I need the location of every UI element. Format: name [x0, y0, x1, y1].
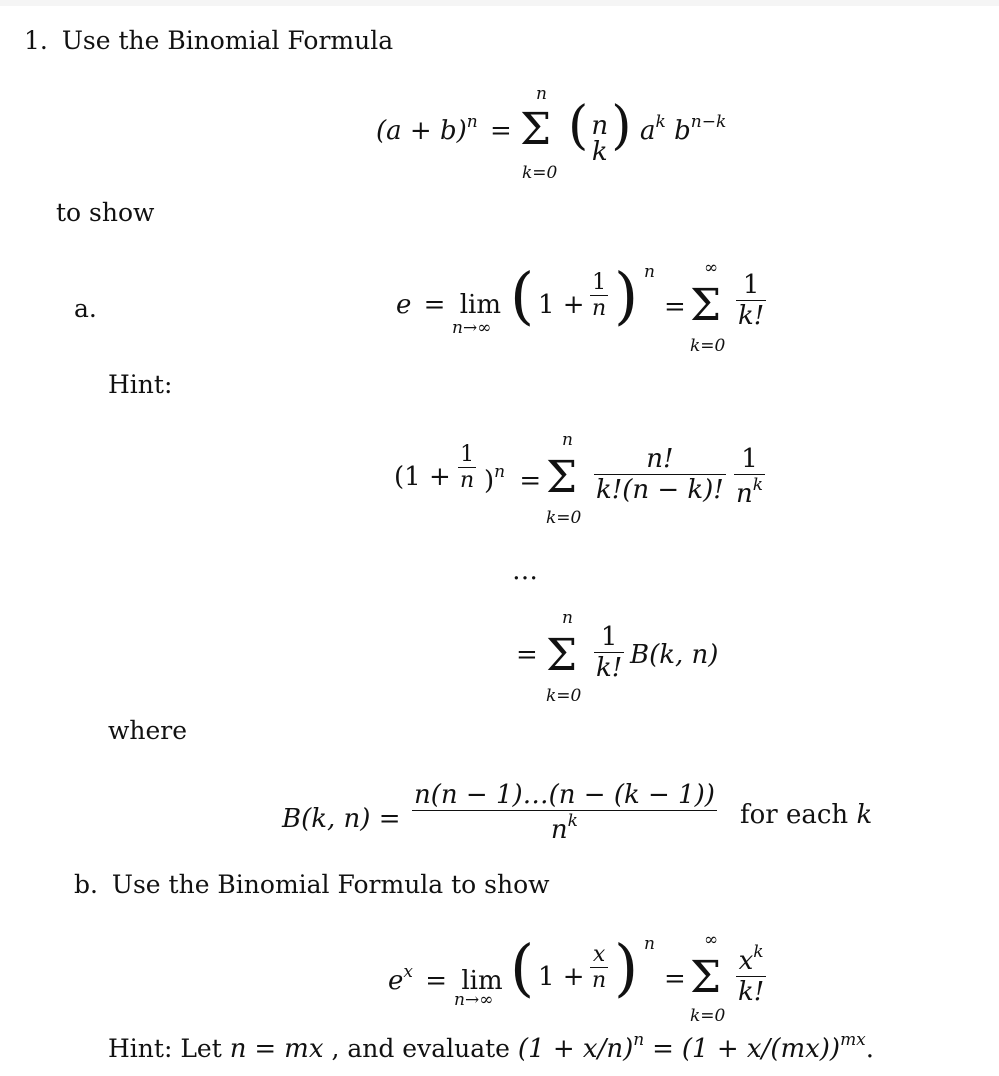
B-den: n — [550, 815, 568, 845]
part-b-series-den: k! — [738, 977, 765, 1007]
term-b-exponent: n−k — [690, 112, 727, 132]
where-text: where — [108, 716, 188, 745]
binomial-bottom: k — [591, 136, 608, 167]
second-frac-num: 1 — [600, 622, 618, 652]
lim-word: lim — [459, 290, 502, 320]
hint-sigma-symbol: Σ — [546, 452, 578, 503]
top-cropped-heading-band — [0, 0, 999, 6]
limit-fraction-stack — [590, 270, 608, 321]
part-b-header — [74, 870, 550, 899]
hint-equals: = — [519, 466, 542, 496]
series-equals: = — [664, 292, 686, 322]
part-b-right-paren: ) — [614, 931, 639, 1004]
part-a-label: a. — [74, 294, 97, 323]
hint-f2-den-exponent: k — [752, 475, 764, 495]
hint-f2-num: 1 — [741, 444, 758, 474]
term-a: a — [640, 116, 656, 146]
part-b-lim: lim — [461, 966, 503, 996]
part-b-fraction-stack — [590, 942, 608, 993]
limit-exponent: n — [644, 262, 655, 282]
part-b-hint-expr2-wrap — [681, 1030, 866, 1064]
hint-f2-den-wrap — [734, 474, 765, 509]
hint-fraction-1-stack — [594, 444, 726, 505]
part-b-hint-mx: mx — [284, 1034, 324, 1064]
hint-sum-lower: k=0 — [546, 508, 582, 528]
problem-intro: Use the Binomial Formula — [61, 26, 394, 55]
binomial-terms — [640, 112, 726, 146]
binomial-lhs-base: (a + b) — [376, 116, 467, 146]
second-sum-upper: n — [562, 608, 573, 628]
limit-frac-num: 1 — [592, 270, 607, 295]
series-lower: k=0 — [690, 336, 726, 356]
part-b-left-paren-wrap — [510, 931, 535, 1004]
part-b-sigma-symbol: Σ — [690, 952, 722, 1003]
part-b-exponent: n — [644, 934, 655, 954]
binomial-left-paren: ( — [568, 96, 589, 156]
part-b-right-paren-wrap — [614, 931, 639, 1004]
part-b-hint-expr2-exponent: mx — [840, 1030, 866, 1050]
binomial-lhs — [376, 112, 512, 146]
B-den-exponent: k — [567, 811, 578, 831]
series-upper-infinity: ∞ — [704, 258, 719, 278]
part-b-hint-n: n — [229, 1034, 247, 1064]
part-b-hint-expr2: (1 + x/(mx)) — [681, 1034, 841, 1064]
binomial-coefficient — [568, 96, 632, 167]
hint-lhs-frac-num: 1 — [460, 442, 475, 467]
term-a-exponent: k — [655, 112, 666, 132]
part-b-hint-expr1: (1 + x/n) — [517, 1034, 634, 1064]
second-frac-den: k! — [596, 653, 623, 683]
for-each-k: k — [856, 800, 873, 830]
part-b-series-num: x — [738, 946, 754, 976]
part-b-left-paren: ( — [510, 931, 535, 1004]
second-tail: B(k, n) — [630, 640, 719, 670]
binomial-sum-upper: n — [536, 84, 547, 104]
term-b: b — [674, 116, 691, 146]
ellipsis: … — [512, 556, 538, 586]
part-b-one-plus: 1 + — [538, 962, 585, 992]
part-a-lhs — [396, 290, 501, 320]
limit-left-paren: ( — [510, 259, 535, 332]
series-frac-num: 1 — [742, 270, 760, 300]
part-b-hint-expr1-wrap — [517, 1030, 645, 1064]
part-b-hint-prefix: Hint: Let — [108, 1034, 222, 1063]
binomial-sum-lower: k=0 — [522, 163, 558, 183]
binomial-coefficient-stack — [591, 110, 609, 167]
binomial-right-paren: ) — [611, 96, 632, 156]
part-b-series-lower: k=0 — [690, 1006, 726, 1026]
hint-f1-num: n! — [646, 444, 674, 474]
series-sigma-symbol: Σ — [690, 280, 722, 331]
second-fraction-stack — [594, 622, 624, 683]
to-show-text: to show — [56, 198, 155, 227]
part-b-series-fraction — [736, 942, 766, 1007]
hint-lhs-fraction-stack — [458, 442, 476, 493]
hint-f1-den: k!(n − k)! — [596, 475, 724, 505]
ex-base: e — [388, 966, 404, 996]
hint-lhs-fraction — [458, 442, 476, 493]
part-b-text: Use the Binomial Formula to show — [111, 870, 550, 899]
hint-lhs-exponent: n — [494, 462, 506, 482]
limit-one-plus: 1 + — [538, 290, 585, 320]
part-b-fraction — [590, 942, 608, 993]
e-symbol: e — [396, 290, 412, 320]
second-sum-lower: k=0 — [546, 686, 582, 706]
part-b-hint-eq: = — [254, 1034, 277, 1064]
part-b-series-upper: ∞ — [704, 930, 719, 950]
part-b-equals: = — [425, 966, 448, 996]
hint-label: Hint: — [108, 370, 173, 399]
limit-frac-den: n — [592, 296, 607, 321]
hint-fraction-2-stack — [734, 444, 765, 509]
limit-fraction — [590, 270, 608, 321]
problem-number: 1. — [24, 26, 48, 55]
hint-fraction-2 — [734, 444, 765, 509]
second-sigma-symbol: Σ — [546, 630, 578, 681]
part-b-frac-num: x — [592, 942, 606, 967]
for-each-words: for each — [740, 800, 849, 830]
part-b-series-num-wrap — [736, 942, 766, 976]
hint-f2-den: n — [736, 479, 753, 509]
limit-right-paren-wrap — [614, 259, 639, 332]
series-fraction — [736, 270, 766, 331]
hint-lhs — [394, 462, 451, 492]
B-den-wrap — [412, 810, 717, 845]
part-b-series-equals: = — [664, 964, 686, 994]
problem-header — [24, 26, 393, 55]
second-equals: = — [516, 640, 538, 670]
lim-subscript: n→∞ — [452, 318, 492, 338]
part-b-series-fraction-stack — [736, 942, 766, 1007]
part-b-label: b. — [74, 870, 98, 899]
binomial-sigma-symbol: Σ — [520, 104, 552, 155]
hint-fraction-1 — [594, 444, 726, 505]
part-b-hint-expr1-exponent: n — [633, 1030, 645, 1050]
B-definition-lhs: B(k, n) = — [282, 804, 401, 834]
part-b-hint-expr-eq: = — [652, 1034, 674, 1064]
part-b-hint-mid: , and evaluate — [331, 1034, 510, 1063]
part-b-lim-subscript: n→∞ — [454, 990, 494, 1010]
part-b-hint — [108, 1030, 874, 1064]
B-num: n(n − 1)…(n − (k − 1)) — [414, 780, 715, 810]
B-definition-fraction-stack — [412, 780, 717, 845]
limit-right-paren: ) — [614, 259, 639, 332]
part-a-limit-expression — [510, 259, 535, 332]
series-fraction-stack — [736, 270, 766, 331]
hint-lhs-frac-den: n — [460, 468, 475, 493]
part-b-series-num-exponent: k — [753, 942, 764, 962]
binomial-equals: = — [489, 116, 512, 146]
series-frac-den: k! — [738, 301, 765, 331]
second-fraction — [594, 622, 624, 683]
part-a-equals: = — [423, 290, 446, 320]
hint-lhs-close-paren: ) — [484, 466, 495, 496]
part-b-frac-den: n — [592, 968, 607, 993]
for-each-text — [740, 800, 872, 830]
ex-exponent: x — [403, 962, 413, 982]
binomial-top: n — [591, 110, 609, 141]
hint-lhs-close — [484, 462, 541, 496]
hint-lhs-open: (1 + — [394, 462, 451, 492]
part-b-hint-end: . — [865, 1034, 875, 1064]
hint-sum-upper: n — [562, 430, 573, 450]
B-definition-fraction — [412, 780, 717, 845]
binomial-lhs-exponent: n — [466, 112, 478, 132]
